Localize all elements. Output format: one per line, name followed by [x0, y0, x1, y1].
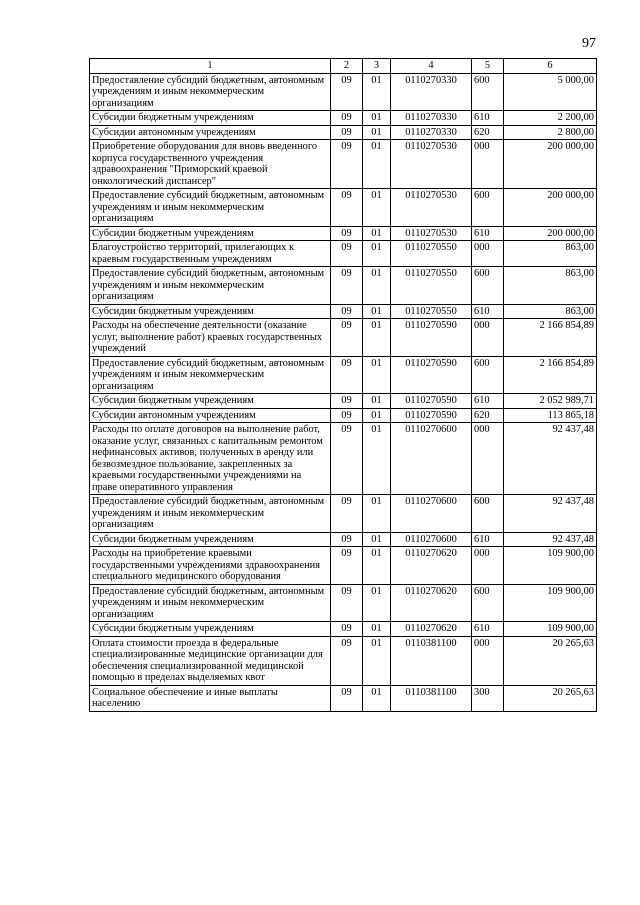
section-code-cell: 09 [331, 685, 363, 711]
amount-cell: 109 900,00 [504, 547, 597, 585]
row-name-cell: Предоставление субсидий бюджетным, автономным учреждениям и иным некоммерческим организациям [90, 584, 331, 622]
subsection-code-cell: 01 [363, 319, 391, 357]
amount-cell: 2 052 989,71 [504, 394, 597, 409]
section-code-cell: 09 [331, 319, 363, 357]
table-row [90, 423, 597, 495]
row-name-cell: Предоставление субсидий бюджетным, автономным учреждениям и иным некоммерческим организациям [90, 495, 331, 533]
target-article-cell: 0110270620 [391, 547, 472, 585]
amount-cell: 2 800,00 [504, 125, 597, 140]
header-cell: 6 [504, 59, 597, 74]
target-article-cell: 0110270590 [391, 394, 472, 409]
section-code-cell: 09 [331, 356, 363, 394]
expense-type-cell: 610 [472, 111, 504, 126]
subsection-code-cell: 01 [363, 584, 391, 622]
row-name-cell: Субсидии бюджетным учреждениям [90, 622, 331, 637]
table-row [90, 394, 597, 409]
subsection-code-cell: 01 [363, 356, 391, 394]
amount-cell: 92 437,48 [504, 423, 597, 495]
target-article-cell: 0110270590 [391, 356, 472, 394]
section-code-cell: 09 [331, 125, 363, 140]
header-cell: 5 [472, 59, 504, 74]
expense-type-cell: 000 [472, 241, 504, 267]
expense-type-cell: 000 [472, 140, 504, 189]
section-code-cell: 09 [331, 241, 363, 267]
expense-type-cell: 600 [472, 495, 504, 533]
amount-cell: 863,00 [504, 267, 597, 305]
section-code-cell: 09 [331, 226, 363, 241]
subsection-code-cell: 01 [363, 423, 391, 495]
target-article-cell: 0110270550 [391, 304, 472, 319]
row-name-cell: Оплата стоимости проезда в федеральные специализированные медицинские организации для обеспечения специализированной медицинской помощью в пределах выделяемых квот [90, 636, 331, 685]
table-row [90, 189, 597, 227]
amount-cell: 200 000,00 [504, 226, 597, 241]
header-cell: 3 [363, 59, 391, 74]
row-name-cell: Предоставление субсидий бюджетным, автономным учреждениям и иным некоммерческим организациям [90, 189, 331, 227]
expense-type-cell: 610 [472, 226, 504, 241]
target-article-cell: 0110381100 [391, 685, 472, 711]
subsection-code-cell: 01 [363, 73, 391, 111]
section-code-cell: 09 [331, 584, 363, 622]
section-code-cell: 09 [331, 140, 363, 189]
section-code-cell: 09 [331, 636, 363, 685]
expense-type-cell: 600 [472, 73, 504, 111]
target-article-cell: 0110270620 [391, 622, 472, 637]
section-code-cell: 09 [331, 423, 363, 495]
expense-type-cell: 000 [472, 636, 504, 685]
expense-type-cell: 000 [472, 423, 504, 495]
expense-type-cell: 610 [472, 394, 504, 409]
table-row [90, 584, 597, 622]
target-article-cell: 0110270330 [391, 73, 472, 111]
target-article-cell: 0110270550 [391, 241, 472, 267]
amount-cell: 200 000,00 [504, 189, 597, 227]
amount-cell: 863,00 [504, 304, 597, 319]
subsection-code-cell: 01 [363, 304, 391, 319]
subsection-code-cell: 01 [363, 547, 391, 585]
row-name-cell: Субсидии бюджетным учреждениям [90, 532, 331, 547]
subsection-code-cell: 01 [363, 226, 391, 241]
row-name-cell: Благоустройство территорий, прилегающих к краевым государственным учреждениям [90, 241, 331, 267]
section-code-cell: 09 [331, 622, 363, 637]
row-name-cell: Субсидии бюджетным учреждениям [90, 111, 331, 126]
expense-type-cell: 610 [472, 532, 504, 547]
table-row [90, 73, 597, 111]
subsection-code-cell: 01 [363, 685, 391, 711]
expense-type-cell: 620 [472, 125, 504, 140]
section-code-cell: 09 [331, 73, 363, 111]
row-name-cell: Предоставление субсидий бюджетным, автономным учреждениям и иным некоммерческим организациям [90, 267, 331, 305]
target-article-cell: 0110270530 [391, 140, 472, 189]
expense-type-cell: 610 [472, 622, 504, 637]
header-cell: 1 [90, 59, 331, 74]
row-name-cell: Субсидии бюджетным учреждениям [90, 304, 331, 319]
row-name-cell: Предоставление субсидий бюджетным, автономным учреждениям и иным некоммерческим организациям [90, 356, 331, 394]
section-code-cell: 09 [331, 532, 363, 547]
table-row [90, 532, 597, 547]
expense-type-cell: 600 [472, 356, 504, 394]
expense-type-cell: 000 [472, 319, 504, 357]
subsection-code-cell: 01 [363, 408, 391, 423]
budget-table [89, 58, 597, 712]
subsection-code-cell: 01 [363, 495, 391, 533]
amount-cell: 5 000,00 [504, 73, 597, 111]
expense-type-cell: 600 [472, 267, 504, 305]
amount-cell: 2 166 854,89 [504, 356, 597, 394]
target-article-cell: 0110270620 [391, 584, 472, 622]
table-row [90, 636, 597, 685]
table-row [90, 241, 597, 267]
row-name-cell: Социальное обеспечение и иные выплаты населению [90, 685, 331, 711]
section-code-cell: 09 [331, 408, 363, 423]
section-code-cell: 09 [331, 547, 363, 585]
row-name-cell: Субсидии автономным учреждениям [90, 125, 331, 140]
amount-cell: 20 265,63 [504, 636, 597, 685]
table-row [90, 495, 597, 533]
table-row [90, 125, 597, 140]
row-name-cell: Приобретение оборудования для вновь введенного корпуса государственного учреждения здравоохранения "Приморский краевой онкологический диспансер" [90, 140, 331, 189]
expense-type-cell: 610 [472, 304, 504, 319]
table-row [90, 408, 597, 423]
table-row [90, 356, 597, 394]
amount-cell: 200 000,00 [504, 140, 597, 189]
target-article-cell: 0110270600 [391, 532, 472, 547]
subsection-code-cell: 01 [363, 140, 391, 189]
subsection-code-cell: 01 [363, 189, 391, 227]
table-row [90, 319, 597, 357]
row-name-cell: Субсидии бюджетным учреждениям [90, 226, 331, 241]
table-row [90, 685, 597, 711]
expense-type-cell: 620 [472, 408, 504, 423]
subsection-code-cell: 01 [363, 111, 391, 126]
target-article-cell: 0110270600 [391, 495, 472, 533]
expense-type-cell: 300 [472, 685, 504, 711]
table-row [90, 267, 597, 305]
subsection-code-cell: 01 [363, 241, 391, 267]
row-name-cell: Субсидии бюджетным учреждениям [90, 394, 331, 409]
expense-type-cell: 600 [472, 189, 504, 227]
page-number: 97 [582, 36, 596, 51]
section-code-cell: 09 [331, 267, 363, 305]
subsection-code-cell: 01 [363, 636, 391, 685]
subsection-code-cell: 01 [363, 532, 391, 547]
target-article-cell: 0110270590 [391, 408, 472, 423]
section-code-cell: 09 [331, 495, 363, 533]
amount-cell: 863,00 [504, 241, 597, 267]
table-row [90, 226, 597, 241]
amount-cell: 2 200,00 [504, 111, 597, 126]
target-article-cell: 0110270600 [391, 423, 472, 495]
row-name-cell: Расходы на обеспечение деятельности (оказание услуг, выполнение работ) краевых государственных учреждений [90, 319, 331, 357]
header-cell: 2 [331, 59, 363, 74]
table-row [90, 304, 597, 319]
subsection-code-cell: 01 [363, 622, 391, 637]
amount-cell: 109 900,00 [504, 584, 597, 622]
section-code-cell: 09 [331, 111, 363, 126]
target-article-cell: 0110270330 [391, 125, 472, 140]
amount-cell: 109 900,00 [504, 622, 597, 637]
row-name-cell: Расходы на приобретение краевыми государственными учреждениями здравоохранения специального медицинского оборудования [90, 547, 331, 585]
row-name-cell: Расходы по оплате договоров на выполнение работ, оказание услуг, связанных с капитальным ремонтом нефинансовых активов, полученных в аренду или безвозмездное пользование, закрепленных за краевыми государственными учреждениями на праве оперативного управления [90, 423, 331, 495]
table-row [90, 622, 597, 637]
subsection-code-cell: 01 [363, 394, 391, 409]
amount-cell: 92 437,48 [504, 532, 597, 547]
subsection-code-cell: 01 [363, 267, 391, 305]
target-article-cell: 0110270590 [391, 319, 472, 357]
target-article-cell: 0110381100 [391, 636, 472, 685]
row-name-cell: Субсидии автономным учреждениям [90, 408, 331, 423]
header-cell: 4 [391, 59, 472, 74]
amount-cell: 20 265,63 [504, 685, 597, 711]
subsection-code-cell: 01 [363, 125, 391, 140]
amount-cell: 113 865,18 [504, 408, 597, 423]
table-header-row [90, 59, 597, 74]
section-code-cell: 09 [331, 394, 363, 409]
table-row [90, 547, 597, 585]
target-article-cell: 0110270330 [391, 111, 472, 126]
target-article-cell: 0110270530 [391, 189, 472, 227]
table-row [90, 111, 597, 126]
section-code-cell: 09 [331, 189, 363, 227]
expense-type-cell: 000 [472, 547, 504, 585]
amount-cell: 2 166 854,89 [504, 319, 597, 357]
section-code-cell: 09 [331, 304, 363, 319]
table-row [90, 140, 597, 189]
amount-cell: 92 437,48 [504, 495, 597, 533]
row-name-cell: Предоставление субсидий бюджетным, автономным учреждениям и иным некоммерческим организациям [90, 73, 331, 111]
target-article-cell: 0110270550 [391, 267, 472, 305]
target-article-cell: 0110270530 [391, 226, 472, 241]
expense-type-cell: 600 [472, 584, 504, 622]
